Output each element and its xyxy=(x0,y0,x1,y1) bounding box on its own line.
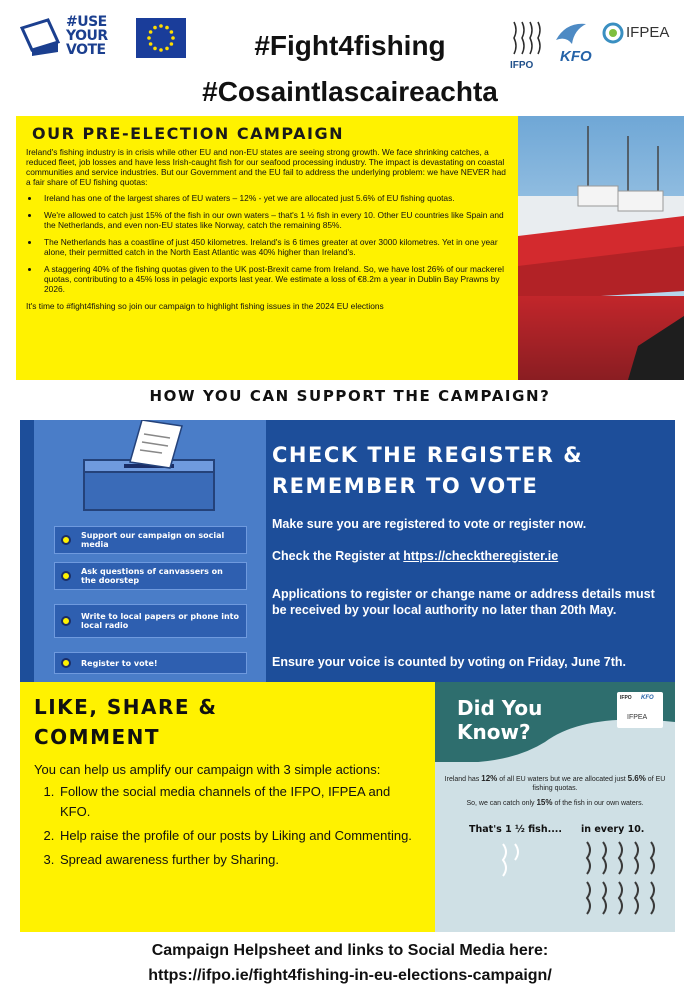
dyk-partner-logos: IFPO KFO IFPEA xyxy=(617,692,663,728)
campaign-bullet: • We're allowed to catch just 15% of the fish in our own waters – that's 1 ½ fish in every 10. Other EU countries like Spain and the Netherlands, and even non-EU states like Norway, catch the remaining 85%. xyxy=(40,210,508,230)
register-line-4: Ensure your voice is counted by voting on Friday, June 7th. xyxy=(272,655,626,669)
campaign-bullet: • Ireland has one of the largest shares of EU waters – 12% - yet we are allocated just 5.6% of EU fishing quotas. xyxy=(40,193,508,203)
bullet-dot-icon xyxy=(61,658,71,668)
register-line-2: Check the Register at https://checktheregister.ie xyxy=(272,549,559,563)
ballot-panel xyxy=(34,420,266,682)
campaign-bullets xyxy=(26,193,508,294)
bird-logo-icon xyxy=(554,20,588,48)
hashtag-fight4fishing: #Fight4fishing xyxy=(254,30,446,61)
ballot-box-icon xyxy=(18,14,62,58)
logo-kfo: KFO xyxy=(560,48,592,65)
checktheregister-link[interactable]: https://checktheregister.ie xyxy=(403,549,559,563)
did-you-know-panel xyxy=(435,682,675,932)
like-step: 1. Follow the social media channels of the IFPO, IFPEA and KFO. xyxy=(58,782,421,822)
register-line-3: Applications to register or change name or address details must be received by your local authority no later than 20th May. xyxy=(272,587,655,617)
ballot-box-illustration-icon xyxy=(64,420,236,520)
fact-catch: So, we can catch only 15% of the fish in our own waters. xyxy=(466,798,644,807)
campaign-heading: OUR PRE-ELECTION CAMPAIGN xyxy=(32,124,344,143)
bullet-dot-icon xyxy=(61,535,71,545)
logo-ifpea: IFPEA xyxy=(626,24,670,41)
use-your-vote-logo xyxy=(18,14,108,58)
fish-logo-icon xyxy=(510,18,546,58)
like-step: 2. Help raise the profile of our posts by Liking and Commenting. xyxy=(58,826,421,846)
fact-waters: Ireland has 12% of all EU waters but we are allocated just 5.6% of EU fishing quotas. xyxy=(444,774,666,792)
action-register: Register to vote! xyxy=(54,652,247,674)
did-you-know-title: Did You Know? xyxy=(457,696,543,744)
logo-ifpo: IFPO xyxy=(510,60,534,71)
fish-ratio-right: in every 10. xyxy=(581,824,645,835)
campaign-closing: It's time to #fight4fishing so join our campaign to highlight fishing issues in the 2024 EU elections xyxy=(26,301,384,311)
like-steps xyxy=(34,782,421,870)
footer-campaign-link[interactable]: https://ifpo.ie/fight4fishing-in-eu-elections-campaign/ xyxy=(148,967,552,984)
eu-star-icon xyxy=(149,42,153,46)
eu-star-icon xyxy=(153,26,157,30)
use-your-vote-text: #USE YOUR VOTE xyxy=(66,14,108,58)
action-social-media: Support our campaign on social media xyxy=(54,526,247,554)
register-line-1: Make sure you are registered to vote or register now. xyxy=(272,517,587,531)
eu-flag-icon xyxy=(136,18,186,58)
register-title: CHECK THE REGISTER & REMEMBER TO VOTE xyxy=(272,443,584,498)
like-heading: LIKE, SHARE & COMMENT xyxy=(34,695,218,749)
fishing-boats-photo xyxy=(518,116,684,380)
pre-election-campaign-panel xyxy=(16,116,518,380)
support-heading: HOW YOU CAN SUPPORT THE CAMPAIGN? xyxy=(149,387,551,405)
fish-ratio-left: That's 1 ½ fish.... xyxy=(469,824,563,835)
eu-star-icon xyxy=(171,36,175,40)
eu-star-icon xyxy=(149,30,153,34)
partner-logos xyxy=(510,18,690,73)
eu-star-icon xyxy=(153,47,157,51)
hashtag-cosaint: #Cosaintlascaireachta xyxy=(202,76,498,107)
eu-star-icon xyxy=(147,36,151,40)
campaign-bullet: • A staggering 40% of the fishing quotas given to the UK post-Brexit came from Ireland. So, we have lost 26% of our mackerel quotas, contributing to a 45% loss in pelagic exports last year. We estimate a loss of €8.2m a year in Dublin Bay Prawns by 2026. xyxy=(40,264,508,294)
campaign-bullet: • The Netherlands has a coastline of just 450 kilometres. Ireland's is 6 times greater at over 3000 kilometres. Yet in one year alone, their permitted catch in the North East Atlantic was 40% higher than Ireland's. xyxy=(40,237,508,257)
eu-star-icon xyxy=(159,48,163,52)
eu-star-icon xyxy=(159,24,163,28)
header xyxy=(0,0,700,112)
action-canvassers: Ask questions of canvassers on the doorstep xyxy=(54,562,247,590)
footer-helpsheet-text: Campaign Helpsheet and links to Social Media here: xyxy=(151,942,549,959)
ten-fish-icon xyxy=(581,840,671,920)
eu-star-icon xyxy=(165,26,169,30)
bullet-dot-icon xyxy=(61,616,71,626)
eu-star-icon xyxy=(170,42,174,46)
register-vote-section xyxy=(20,420,675,682)
bullet-dot-icon xyxy=(61,571,71,581)
like-step: 3. Spread awareness further by Sharing. xyxy=(58,850,421,870)
like-share-comment-panel xyxy=(20,682,435,932)
footer xyxy=(0,938,700,988)
campaign-intro: Ireland's fishing industry is in crisis while other EU and non-EU states are seeing strong growth. We face shrinking catches, a reduced fleet, job losses and have less Irish-caught fish for our seafood processing industry. The impact is devastating on coastal communities and service industries. But our Government and the EU fail to address the underlying problem: we have NEVER had a fair share of EU fishing quotas: xyxy=(26,147,506,187)
eu-star-icon xyxy=(170,30,174,34)
like-intro: You can help us amplify our campaign with 3 simple actions: xyxy=(34,762,381,777)
eu-star-icon xyxy=(165,47,169,51)
action-local-media: Write to local papers or phone into local radio xyxy=(54,604,247,638)
ifpea-logo-icon xyxy=(602,22,624,44)
one-and-half-fish-icon xyxy=(497,842,527,878)
